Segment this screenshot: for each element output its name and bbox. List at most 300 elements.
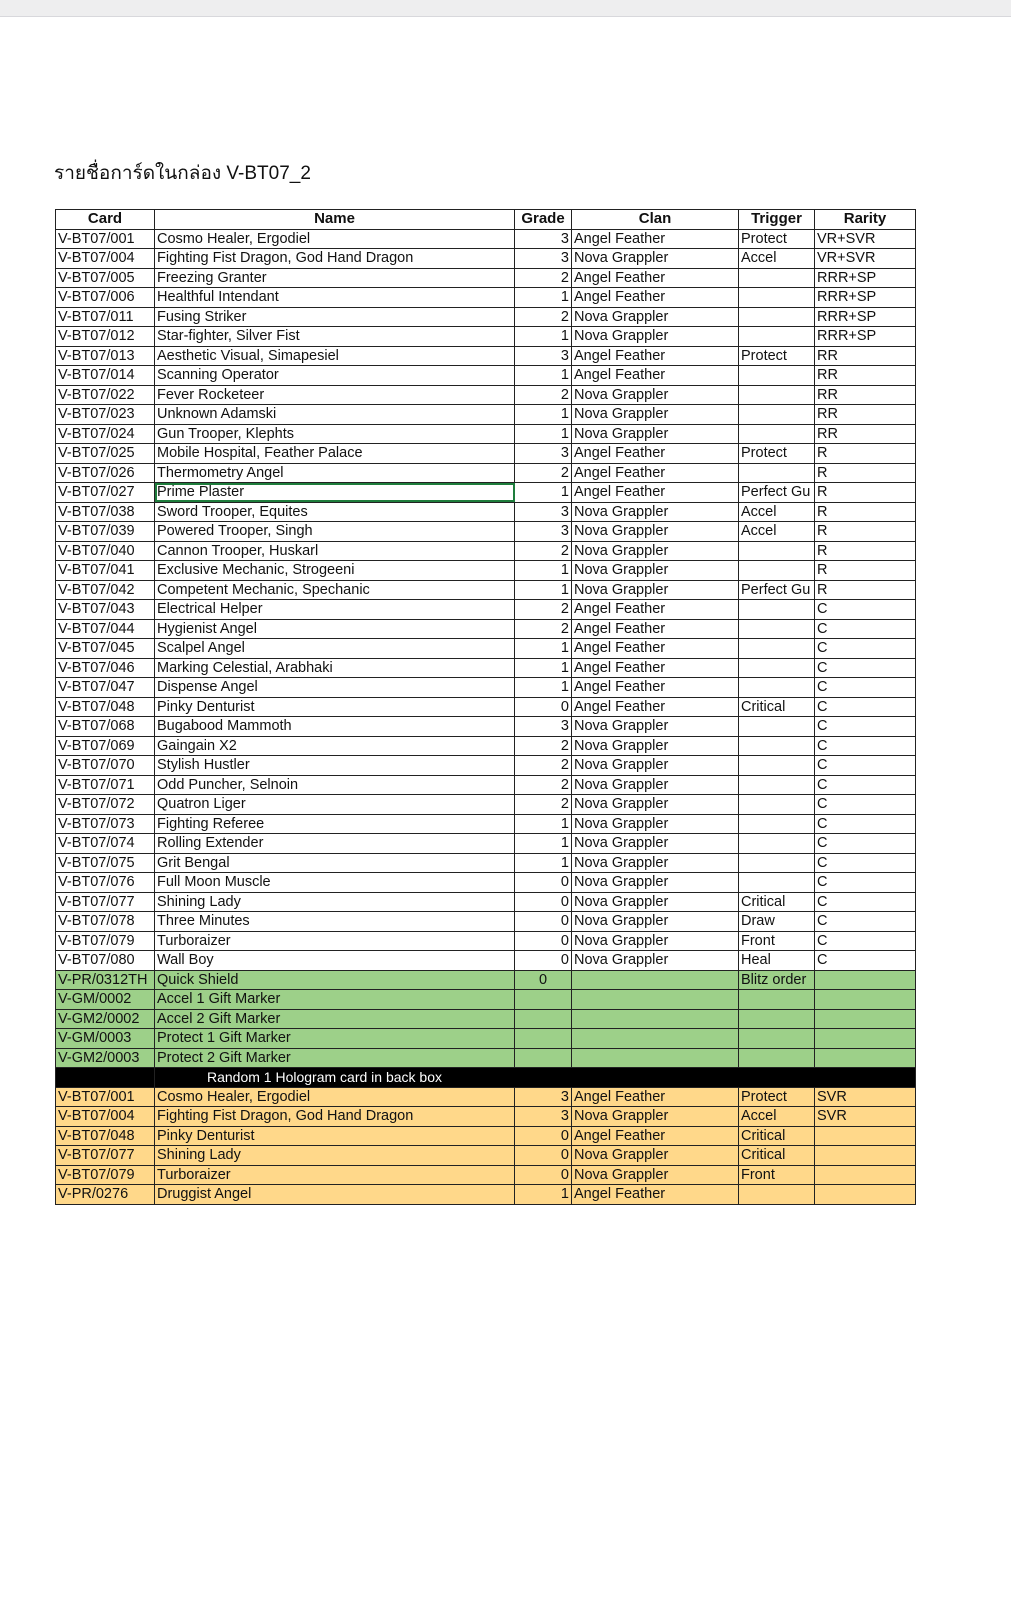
cell-name[interactable]: Hygienist Angel <box>155 619 515 639</box>
cell-name[interactable]: Shining Lady <box>155 892 515 912</box>
cell-grade[interactable]: 2 <box>515 756 572 776</box>
cell-grade[interactable]: 3 <box>515 717 572 737</box>
cell-rarity[interactable] <box>815 1029 916 1049</box>
cell-card[interactable]: V-BT07/025 <box>56 444 155 464</box>
cell-rarity[interactable]: RR <box>815 405 916 425</box>
cell-grade[interactable]: 3 <box>515 249 572 269</box>
cell-trigger[interactable]: Draw <box>739 912 815 932</box>
cell-grade[interactable]: 1 <box>515 814 572 834</box>
cell-trigger[interactable]: Accel <box>739 249 815 269</box>
cell-clan[interactable]: Nova Grappler <box>572 775 739 795</box>
cell-rarity[interactable]: C <box>815 775 916 795</box>
cell-card[interactable]: V-BT07/040 <box>56 541 155 561</box>
cell-trigger[interactable]: Critical <box>739 1146 815 1166</box>
cell-clan[interactable] <box>572 970 739 990</box>
cell-card[interactable]: V-BT07/012 <box>56 327 155 347</box>
cell-clan[interactable]: Angel Feather <box>572 619 739 639</box>
cell-trigger[interactable] <box>739 639 815 659</box>
cell-name[interactable]: Cannon Trooper, Huskarl <box>155 541 515 561</box>
cell-trigger[interactable]: Protect <box>739 444 815 464</box>
cell-trigger[interactable] <box>739 268 815 288</box>
cell-name[interactable]: Druggist Angel <box>155 1185 515 1205</box>
cell-rarity[interactable]: C <box>815 736 916 756</box>
cell-grade[interactable]: 2 <box>515 541 572 561</box>
cell-name[interactable]: Marking Celestial, Arabhaki <box>155 658 515 678</box>
cell-card[interactable]: V-BT07/078 <box>56 912 155 932</box>
cell-card[interactable]: V-BT07/001 <box>56 229 155 249</box>
cell-grade[interactable]: 2 <box>515 775 572 795</box>
cell-clan[interactable]: Nova Grappler <box>572 951 739 971</box>
cell-trigger[interactable]: Front <box>739 931 815 951</box>
cell-trigger[interactable] <box>739 736 815 756</box>
cell-rarity[interactable]: C <box>815 600 916 620</box>
cell-clan[interactable]: Nova Grappler <box>572 385 739 405</box>
cell-grade[interactable]: 0 <box>515 970 572 990</box>
cell-trigger[interactable]: Protect <box>739 1087 815 1107</box>
cell-trigger[interactable] <box>739 366 815 386</box>
cell-clan[interactable]: Angel Feather <box>572 229 739 249</box>
cell-trigger[interactable] <box>739 600 815 620</box>
cell-grade[interactable]: 0 <box>515 931 572 951</box>
cell-trigger[interactable]: Protect <box>739 346 815 366</box>
cell-card[interactable]: V-GM2/0003 <box>56 1048 155 1068</box>
cell-trigger[interactable]: Protect <box>739 229 815 249</box>
cell-grade[interactable]: 0 <box>515 1165 572 1185</box>
cell-grade[interactable]: 3 <box>515 1087 572 1107</box>
cell-trigger[interactable] <box>739 1009 815 1029</box>
cell-trigger[interactable] <box>739 717 815 737</box>
cell-grade[interactable]: 1 <box>515 424 572 444</box>
cell-name[interactable]: Fighting Fist Dragon, God Hand Dragon <box>155 249 515 269</box>
cell-trigger[interactable] <box>739 834 815 854</box>
divider-spacer <box>56 1068 155 1088</box>
cell-trigger[interactable] <box>739 463 815 483</box>
cell-grade[interactable]: 0 <box>515 873 572 893</box>
cell-card[interactable]: V-BT07/006 <box>56 288 155 308</box>
cell-trigger[interactable] <box>739 814 815 834</box>
cell-grade[interactable] <box>515 1029 572 1049</box>
cell-rarity[interactable]: SVR <box>815 1087 916 1107</box>
cell-grade[interactable]: 1 <box>515 639 572 659</box>
cell-card[interactable]: V-BT07/023 <box>56 405 155 425</box>
cell-name[interactable]: Cosmo Healer, Ergodiel <box>155 229 515 249</box>
cell-clan[interactable]: Nova Grappler <box>572 931 739 951</box>
cell-name[interactable]: Odd Puncher, Selnoin <box>155 775 515 795</box>
cell-grade[interactable]: 2 <box>515 600 572 620</box>
cell-rarity[interactable] <box>815 970 916 990</box>
cell-name[interactable]: Exclusive Mechanic, Strogeeni <box>155 561 515 581</box>
cell-clan[interactable]: Nova Grappler <box>572 561 739 581</box>
cell-grade[interactable] <box>515 1048 572 1068</box>
cell-rarity[interactable]: RRR+SP <box>815 327 916 347</box>
cell-card[interactable]: V-BT07/001 <box>56 1087 155 1107</box>
cell-clan[interactable]: Angel Feather <box>572 483 739 503</box>
cell-card[interactable]: V-BT07/041 <box>56 561 155 581</box>
cell-rarity[interactable]: R <box>815 463 916 483</box>
cell-name[interactable]: Freezing Granter <box>155 268 515 288</box>
cell-card[interactable]: V-BT07/026 <box>56 463 155 483</box>
cell-clan[interactable]: Angel Feather <box>572 639 739 659</box>
cell-rarity[interactable]: C <box>815 853 916 873</box>
cell-name[interactable]: Grit Bengal <box>155 853 515 873</box>
cell-card[interactable]: V-BT07/011 <box>56 307 155 327</box>
cell-name[interactable]: Protect 2 Gift Marker <box>155 1048 515 1068</box>
cell-rarity[interactable]: RRR+SP <box>815 288 916 308</box>
cell-grade[interactable]: 0 <box>515 1146 572 1166</box>
cell-trigger[interactable] <box>739 619 815 639</box>
cell-card[interactable]: V-BT07/079 <box>56 931 155 951</box>
cell-clan[interactable]: Angel Feather <box>572 1126 739 1146</box>
cell-rarity[interactable]: VR+SVR <box>815 249 916 269</box>
cell-card[interactable]: V-BT07/004 <box>56 1107 155 1127</box>
cell-name[interactable]: Prime Plaster <box>155 483 515 503</box>
cell-trigger[interactable]: Critical <box>739 892 815 912</box>
cell-rarity[interactable] <box>815 1009 916 1029</box>
cell-grade[interactable]: 3 <box>515 1107 572 1127</box>
cell-trigger[interactable] <box>739 795 815 815</box>
cell-name[interactable]: Wall Boy <box>155 951 515 971</box>
cell-card[interactable]: V-BT07/069 <box>56 736 155 756</box>
cell-name[interactable]: Accel 1 Gift Marker <box>155 990 515 1010</box>
cell-rarity[interactable]: RRR+SP <box>815 307 916 327</box>
cell-card[interactable]: V-BT07/048 <box>56 1126 155 1146</box>
table-row <box>56 1048 916 1068</box>
cell-clan[interactable]: Nova Grappler <box>572 327 739 347</box>
cell-rarity[interactable]: RRR+SP <box>815 268 916 288</box>
cell-rarity[interactable]: C <box>815 834 916 854</box>
cell-card[interactable]: V-BT07/044 <box>56 619 155 639</box>
cell-grade[interactable]: 1 <box>515 483 572 503</box>
cell-rarity[interactable]: SVR <box>815 1107 916 1127</box>
document-title: รายชื่อการ์ดในกล่อง V-BT07_2 <box>54 163 311 184</box>
cell-trigger[interactable]: Perfect Gu <box>739 483 815 503</box>
cell-name[interactable]: Fever Rocketeer <box>155 385 515 405</box>
cell-clan[interactable]: Nova Grappler <box>572 1146 739 1166</box>
header-card: Card <box>56 210 155 230</box>
cell-rarity[interactable]: R <box>815 502 916 522</box>
cell-rarity[interactable]: C <box>815 619 916 639</box>
cell-clan[interactable]: Nova Grappler <box>572 307 739 327</box>
cell-clan[interactable]: Angel Feather <box>572 678 739 698</box>
cell-name[interactable]: Pinky Denturist <box>155 1126 515 1146</box>
cell-grade[interactable]: 3 <box>515 522 572 542</box>
cell-rarity[interactable] <box>815 990 916 1010</box>
cell-name[interactable]: Thermometry Angel <box>155 463 515 483</box>
cell-name[interactable]: Star-fighter, Silver Fist <box>155 327 515 347</box>
cell-name[interactable]: Unknown Adamski <box>155 405 515 425</box>
cell-trigger[interactable]: Heal <box>739 951 815 971</box>
cell-rarity[interactable] <box>815 1048 916 1068</box>
cell-card[interactable]: V-BT07/047 <box>56 678 155 698</box>
cell-name[interactable]: Scalpel Angel <box>155 639 515 659</box>
cell-grade[interactable] <box>515 990 572 1010</box>
cell-clan[interactable]: Angel Feather <box>572 288 739 308</box>
cell-card[interactable]: V-PR/0312TH <box>56 970 155 990</box>
cell-trigger[interactable] <box>739 561 815 581</box>
cell-card[interactable]: V-BT07/004 <box>56 249 155 269</box>
cell-name[interactable]: Fighting Fist Dragon, God Hand Dragon <box>155 1107 515 1127</box>
cell-name[interactable]: Cosmo Healer, Ergodiel <box>155 1087 515 1107</box>
cell-grade[interactable]: 1 <box>515 834 572 854</box>
cell-card[interactable]: V-BT07/071 <box>56 775 155 795</box>
cell-trigger[interactable] <box>739 327 815 347</box>
cell-name[interactable]: Full Moon Muscle <box>155 873 515 893</box>
cell-grade[interactable]: 3 <box>515 229 572 249</box>
cell-clan[interactable]: Nova Grappler <box>572 1107 739 1127</box>
cell-clan[interactable]: Angel Feather <box>572 366 739 386</box>
cell-rarity[interactable]: R <box>815 580 916 600</box>
cell-rarity[interactable]: C <box>815 892 916 912</box>
cell-clan[interactable]: Nova Grappler <box>572 853 739 873</box>
cell-rarity[interactable] <box>815 1185 916 1205</box>
cell-card[interactable]: V-BT07/042 <box>56 580 155 600</box>
cell-grade[interactable]: 1 <box>515 405 572 425</box>
cell-clan[interactable]: Nova Grappler <box>572 912 739 932</box>
cell-rarity[interactable]: C <box>815 873 916 893</box>
cell-trigger[interactable] <box>739 424 815 444</box>
cell-grade[interactable] <box>515 1009 572 1029</box>
cell-grade[interactable]: 2 <box>515 795 572 815</box>
cell-name[interactable]: Scanning Operator <box>155 366 515 386</box>
cell-grade[interactable]: 1 <box>515 678 572 698</box>
cell-grade[interactable]: 1 <box>515 580 572 600</box>
cell-rarity[interactable]: C <box>815 931 916 951</box>
cell-name[interactable]: Pinky Denturist <box>155 697 515 717</box>
cell-rarity[interactable]: R <box>815 444 916 464</box>
cell-name[interactable]: Powered Trooper, Singh <box>155 522 515 542</box>
cell-rarity[interactable]: C <box>815 697 916 717</box>
cell-name[interactable]: Quatron Liger <box>155 795 515 815</box>
cell-trigger[interactable]: Accel <box>739 522 815 542</box>
cell-card[interactable]: V-BT07/074 <box>56 834 155 854</box>
cell-rarity[interactable]: R <box>815 483 916 503</box>
cell-name[interactable]: Gun Trooper, Klephts <box>155 424 515 444</box>
cell-trigger[interactable] <box>739 1185 815 1205</box>
cell-name[interactable]: Aesthetic Visual, Simapesiel <box>155 346 515 366</box>
cell-card[interactable]: V-BT07/045 <box>56 639 155 659</box>
cell-name[interactable]: Healthful Intendant <box>155 288 515 308</box>
cell-grade[interactable]: 2 <box>515 463 572 483</box>
cell-clan[interactable]: Angel Feather <box>572 697 739 717</box>
cell-rarity[interactable]: C <box>815 717 916 737</box>
cell-clan[interactable]: Nova Grappler <box>572 834 739 854</box>
table-row <box>56 931 916 951</box>
cell-rarity[interactable]: R <box>815 541 916 561</box>
cell-grade[interactable]: 3 <box>515 502 572 522</box>
cell-trigger[interactable] <box>739 385 815 405</box>
cell-name[interactable]: Three Minutes <box>155 912 515 932</box>
cell-name[interactable]: Fighting Referee <box>155 814 515 834</box>
cell-trigger[interactable] <box>739 873 815 893</box>
cell-name[interactable]: Turboraizer <box>155 1165 515 1185</box>
cell-rarity[interactable]: C <box>815 756 916 776</box>
cell-card[interactable]: V-GM/0003 <box>56 1029 155 1049</box>
cell-grade[interactable]: 3 <box>515 444 572 464</box>
cell-grade[interactable]: 0 <box>515 951 572 971</box>
cell-grade[interactable]: 2 <box>515 268 572 288</box>
cell-card[interactable]: V-BT07/073 <box>56 814 155 834</box>
cell-rarity[interactable]: C <box>815 951 916 971</box>
cell-name[interactable]: Bugabood Mammoth <box>155 717 515 737</box>
cell-name[interactable]: Accel 2 Gift Marker <box>155 1009 515 1029</box>
cell-card[interactable]: V-GM2/0002 <box>56 1009 155 1029</box>
cell-trigger[interactable] <box>739 756 815 776</box>
cell-clan[interactable]: Nova Grappler <box>572 873 739 893</box>
cell-name[interactable]: Protect 1 Gift Marker <box>155 1029 515 1049</box>
cell-name[interactable]: Turboraizer <box>155 931 515 951</box>
cell-clan[interactable] <box>572 1029 739 1049</box>
cell-grade[interactable]: 2 <box>515 736 572 756</box>
cell-clan[interactable]: Nova Grappler <box>572 756 739 776</box>
cell-rarity[interactable]: RR <box>815 385 916 405</box>
cell-card[interactable]: V-BT07/075 <box>56 853 155 873</box>
cell-name[interactable]: Stylish Hustler <box>155 756 515 776</box>
cell-grade[interactable]: 1 <box>515 561 572 581</box>
cell-clan[interactable]: Angel Feather <box>572 600 739 620</box>
cell-grade[interactable]: 2 <box>515 307 572 327</box>
cell-card[interactable]: V-PR/0276 <box>56 1185 155 1205</box>
cell-rarity[interactable]: RR <box>815 346 916 366</box>
cell-rarity[interactable] <box>815 1146 916 1166</box>
cell-trigger[interactable]: Perfect Gu <box>739 580 815 600</box>
cell-clan[interactable]: Angel Feather <box>572 1185 739 1205</box>
cell-trigger[interactable] <box>739 541 815 561</box>
cell-grade[interactable]: 1 <box>515 366 572 386</box>
cell-rarity[interactable]: RR <box>815 366 916 386</box>
cell-card[interactable]: V-GM/0002 <box>56 990 155 1010</box>
cell-trigger[interactable]: Critical <box>739 1126 815 1146</box>
cell-clan[interactable] <box>572 1048 739 1068</box>
cell-card[interactable]: V-BT07/080 <box>56 951 155 971</box>
cell-grade[interactable]: 1 <box>515 327 572 347</box>
cell-card[interactable]: V-BT07/048 <box>56 697 155 717</box>
cell-name[interactable]: Gaingain X2 <box>155 736 515 756</box>
cell-trigger[interactable] <box>739 288 815 308</box>
cell-rarity[interactable]: C <box>815 678 916 698</box>
cell-name[interactable]: Electrical Helper <box>155 600 515 620</box>
cell-rarity[interactable]: C <box>815 814 916 834</box>
cell-card[interactable]: V-BT07/043 <box>56 600 155 620</box>
cell-rarity[interactable]: VR+SVR <box>815 229 916 249</box>
cell-card[interactable]: V-BT07/077 <box>56 1146 155 1166</box>
cell-trigger[interactable]: Critical <box>739 697 815 717</box>
cell-name[interactable]: Dispense Angel <box>155 678 515 698</box>
table-row <box>56 678 916 698</box>
cell-name[interactable]: Shining Lady <box>155 1146 515 1166</box>
cell-clan[interactable]: Nova Grappler <box>572 795 739 815</box>
cell-rarity[interactable]: C <box>815 658 916 678</box>
cell-clan[interactable]: Nova Grappler <box>572 424 739 444</box>
cell-trigger[interactable] <box>739 1048 815 1068</box>
cell-card[interactable]: V-BT07/014 <box>56 366 155 386</box>
cell-clan[interactable]: Angel Feather <box>572 658 739 678</box>
cell-card[interactable]: V-BT07/046 <box>56 658 155 678</box>
cell-clan[interactable]: Nova Grappler <box>572 541 739 561</box>
cell-clan[interactable] <box>572 990 739 1010</box>
cell-clan[interactable] <box>572 1009 739 1029</box>
cell-trigger[interactable] <box>739 853 815 873</box>
cell-trigger[interactable]: Front <box>739 1165 815 1185</box>
cell-grade[interactable]: 0 <box>515 912 572 932</box>
cell-card[interactable]: V-BT07/013 <box>56 346 155 366</box>
cell-clan[interactable]: Angel Feather <box>572 346 739 366</box>
cell-card[interactable]: V-BT07/024 <box>56 424 155 444</box>
cell-trigger[interactable]: Blitz order <box>739 970 815 990</box>
cell-grade[interactable]: 3 <box>515 346 572 366</box>
cell-clan[interactable]: Nova Grappler <box>572 1165 739 1185</box>
cell-card[interactable]: V-BT07/076 <box>56 873 155 893</box>
cell-clan[interactable]: Nova Grappler <box>572 405 739 425</box>
cell-trigger[interactable]: Accel <box>739 502 815 522</box>
cell-clan[interactable]: Nova Grappler <box>572 249 739 269</box>
cell-grade[interactable]: 1 <box>515 853 572 873</box>
cell-trigger[interactable]: Accel <box>739 1107 815 1127</box>
cell-card[interactable]: V-BT07/005 <box>56 268 155 288</box>
cell-card[interactable]: V-BT07/077 <box>56 892 155 912</box>
cell-grade[interactable]: 0 <box>515 1126 572 1146</box>
cell-name[interactable]: Sword Trooper, Equites <box>155 502 515 522</box>
cell-grade[interactable]: 2 <box>515 385 572 405</box>
cell-rarity[interactable]: C <box>815 639 916 659</box>
cell-name[interactable]: Rolling Extender <box>155 834 515 854</box>
cell-grade[interactable]: 0 <box>515 892 572 912</box>
cell-card[interactable]: V-BT07/027 <box>56 483 155 503</box>
cell-card[interactable]: V-BT07/070 <box>56 756 155 776</box>
cell-card[interactable]: V-BT07/079 <box>56 1165 155 1185</box>
cell-card[interactable]: V-BT07/072 <box>56 795 155 815</box>
cell-trigger[interactable] <box>739 1029 815 1049</box>
cell-rarity[interactable]: R <box>815 522 916 542</box>
cell-rarity[interactable]: C <box>815 912 916 932</box>
cell-clan[interactable]: Nova Grappler <box>572 502 739 522</box>
cell-rarity[interactable]: C <box>815 795 916 815</box>
cell-clan[interactable]: Nova Grappler <box>572 892 739 912</box>
cell-trigger[interactable] <box>739 775 815 795</box>
cell-grade[interactable]: 1 <box>515 1185 572 1205</box>
cell-rarity[interactable] <box>815 1126 916 1146</box>
cell-card[interactable]: V-BT07/068 <box>56 717 155 737</box>
cell-rarity[interactable]: RR <box>815 424 916 444</box>
cell-clan[interactable]: Angel Feather <box>572 463 739 483</box>
cell-clan[interactable]: Nova Grappler <box>572 580 739 600</box>
cell-grade[interactable]: 0 <box>515 697 572 717</box>
cell-card[interactable]: V-BT07/039 <box>56 522 155 542</box>
cell-rarity[interactable] <box>815 1165 916 1185</box>
cell-trigger[interactable] <box>739 990 815 1010</box>
cell-clan[interactable]: Nova Grappler <box>572 814 739 834</box>
cell-clan[interactable]: Angel Feather <box>572 268 739 288</box>
cell-name[interactable]: Competent Mechanic, Spechanic <box>155 580 515 600</box>
cell-grade[interactable]: 2 <box>515 619 572 639</box>
cell-clan[interactable]: Nova Grappler <box>572 717 739 737</box>
cell-trigger[interactable] <box>739 307 815 327</box>
cell-grade[interactable]: 1 <box>515 288 572 308</box>
cell-name[interactable]: Fusing Striker <box>155 307 515 327</box>
cell-name[interactable]: Quick Shield <box>155 970 515 990</box>
cell-card[interactable]: V-BT07/038 <box>56 502 155 522</box>
cell-trigger[interactable] <box>739 678 815 698</box>
cell-clan[interactable]: Angel Feather <box>572 444 739 464</box>
cell-clan[interactable]: Nova Grappler <box>572 522 739 542</box>
cell-trigger[interactable] <box>739 658 815 678</box>
cell-rarity[interactable]: R <box>815 561 916 581</box>
cell-clan[interactable]: Nova Grappler <box>572 736 739 756</box>
cell-name[interactable]: Mobile Hospital, Feather Palace <box>155 444 515 464</box>
cell-grade[interactable]: 1 <box>515 658 572 678</box>
cell-clan[interactable]: Angel Feather <box>572 1087 739 1107</box>
cell-trigger[interactable] <box>739 405 815 425</box>
cell-card[interactable]: V-BT07/022 <box>56 385 155 405</box>
